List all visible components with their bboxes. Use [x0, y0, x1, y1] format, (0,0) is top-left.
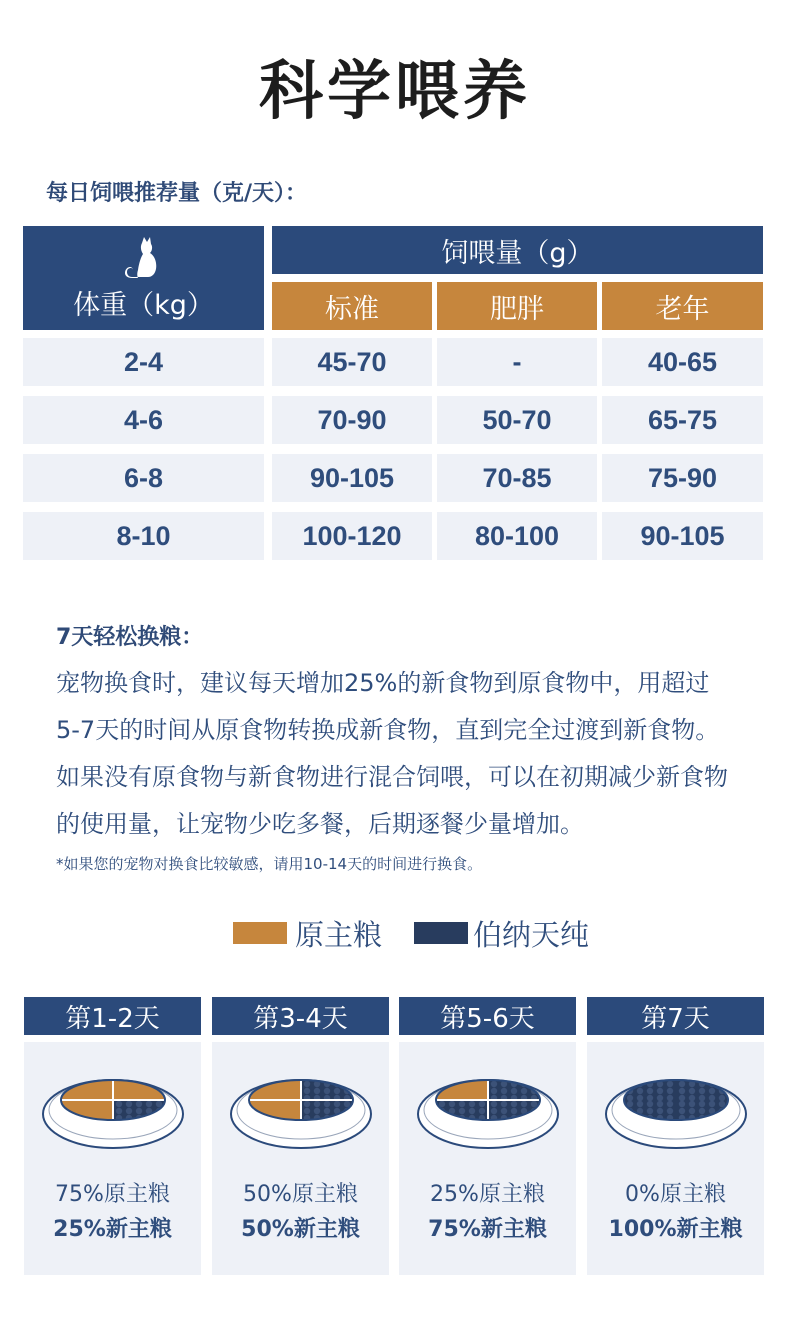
new-food-percent: 75%新主粮	[428, 1217, 547, 1242]
kibble-icon	[304, 1088, 310, 1094]
legend-swatch-original	[233, 922, 287, 944]
kibble-icon	[679, 1088, 685, 1094]
table-cell: 70-90	[272, 396, 432, 444]
kibble-icon	[709, 1088, 715, 1094]
transition-line: 的使用量，让宠物少吃多餐，后期逐餐少量增加。	[56, 810, 584, 838]
kibble-icon	[146, 1101, 152, 1107]
kibble-icon	[689, 1101, 695, 1107]
weight-header-label: 体重（kg）	[73, 289, 214, 321]
kibble-icon	[637, 1088, 643, 1094]
kibble-icon	[511, 1088, 517, 1094]
kibble-icon	[647, 1108, 653, 1114]
transition-paragraph	[56, 660, 756, 848]
kibble-icon	[459, 1101, 465, 1107]
kibble-icon	[126, 1108, 132, 1114]
legend-label-new: 伯纳天纯	[473, 918, 590, 952]
kibble-icon	[689, 1095, 695, 1101]
col-header-senior: 老年	[602, 282, 763, 330]
cat-icon	[124, 235, 164, 279]
kibble-icon	[449, 1101, 455, 1107]
table-cell: 65-75	[602, 396, 763, 444]
col-header-standard: 标准	[272, 282, 432, 330]
kibble-icon	[304, 1108, 310, 1114]
old-food-percent: 50%原主粮	[243, 1182, 358, 1207]
page-title: 科学喂养	[259, 55, 531, 129]
kibble-icon	[334, 1101, 340, 1107]
kibble-icon	[344, 1081, 350, 1087]
kibble-icon	[334, 1088, 340, 1094]
table-cell-weight: 2-4	[23, 338, 264, 386]
old-food-percent: 0%原主粮	[625, 1182, 726, 1207]
kibble-icon	[719, 1081, 725, 1087]
kibble-icon	[709, 1101, 715, 1107]
day-header: 第7天	[587, 997, 764, 1035]
kibble-icon	[116, 1101, 122, 1107]
kibble-icon	[699, 1101, 705, 1107]
kibble-icon	[501, 1108, 507, 1114]
day-header: 第3-4天	[212, 997, 389, 1035]
kibble-icon	[667, 1108, 673, 1114]
table-cell: -	[437, 338, 597, 386]
kibble-icon	[501, 1101, 507, 1107]
kibble-icon	[657, 1101, 663, 1107]
kibble-icon	[511, 1108, 517, 1114]
feeding-subtitle: 每日饲喂推荐量（克/天）：	[46, 181, 308, 206]
kibble-icon	[459, 1108, 465, 1114]
kibble-icon	[491, 1108, 497, 1114]
day-card	[212, 1042, 389, 1275]
day-header: 第5-6天	[399, 997, 576, 1035]
table-cell-weight: 4-6	[23, 396, 264, 444]
kibble-icon	[491, 1101, 497, 1107]
day-card	[399, 1042, 576, 1275]
table-cell: 90-105	[602, 512, 763, 560]
kibble-icon	[491, 1081, 497, 1087]
kibble-icon	[709, 1095, 715, 1101]
table-cell: 50-70	[437, 396, 597, 444]
kibble-icon	[719, 1095, 725, 1101]
kibble-icon	[679, 1081, 685, 1087]
new-food-percent: 50%新主粮	[241, 1217, 360, 1242]
kibble-icon	[667, 1088, 673, 1094]
table-cell: 70-85	[437, 454, 597, 502]
old-food-percent: 75%原主粮	[55, 1182, 170, 1207]
kibble-icon	[647, 1095, 653, 1101]
table-cell: 80-100	[437, 512, 597, 560]
transition-note: *如果您的宠物对换食比较敏感，请用10-14天的时间进行换食。	[56, 855, 483, 873]
kibble-icon	[479, 1101, 485, 1107]
kibble-icon	[521, 1101, 527, 1107]
transition-line: 宠物换食时，建议每天增加25%的新食物到原食物中，用超过	[56, 669, 710, 697]
kibble-icon	[679, 1108, 685, 1114]
kibble-icon	[314, 1108, 320, 1114]
legend-swatch-new	[414, 922, 468, 944]
kibble-icon	[136, 1101, 142, 1107]
transition-line: 5-7天的时间从原食物转换成新食物，直到完全过渡到新食物。	[56, 716, 720, 744]
table-cell: 75-90	[602, 454, 763, 502]
kibble-icon	[657, 1108, 663, 1114]
kibble-icon	[314, 1088, 320, 1094]
table-cell: 40-65	[602, 338, 763, 386]
day-header: 第1-2天	[24, 997, 201, 1035]
kibble-icon	[324, 1108, 330, 1114]
kibble-icon	[469, 1108, 475, 1114]
kibble-icon	[647, 1088, 653, 1094]
bowl-icon	[39, 1062, 187, 1152]
kibble-icon	[699, 1088, 705, 1094]
kibble-icon	[689, 1108, 695, 1114]
kibble-icon	[637, 1095, 643, 1101]
kibble-icon	[304, 1101, 310, 1107]
kibble-icon	[667, 1095, 673, 1101]
kibble-icon	[469, 1101, 475, 1107]
table-cell-weight: 8-10	[23, 512, 264, 560]
kibble-icon	[667, 1081, 673, 1087]
kibble-icon	[531, 1081, 537, 1087]
kibble-icon	[324, 1088, 330, 1094]
kibble-icon	[511, 1101, 517, 1107]
kibble-icon	[679, 1101, 685, 1107]
kibble-icon	[657, 1095, 663, 1101]
kibble-icon	[699, 1095, 705, 1101]
transition-title: 7天轻松换粮：	[56, 625, 204, 650]
day-card	[587, 1042, 764, 1275]
table-cell: 45-70	[272, 338, 432, 386]
kibble-icon	[491, 1088, 497, 1094]
kibble-icon	[314, 1101, 320, 1107]
kibble-icon	[304, 1081, 310, 1087]
kibble-icon	[647, 1101, 653, 1107]
kibble-icon	[501, 1088, 507, 1094]
col-header-obese: 肥胖	[437, 282, 597, 330]
kibble-icon	[657, 1088, 663, 1094]
kibble-icon	[627, 1095, 633, 1101]
day-card	[24, 1042, 201, 1275]
new-food-percent: 100%新主粮	[608, 1217, 743, 1242]
amount-column-header: 饲喂量（g）	[272, 226, 763, 274]
kibble-icon	[324, 1101, 330, 1107]
bowl-icon	[227, 1062, 375, 1152]
kibble-icon	[116, 1108, 122, 1114]
kibble-icon	[689, 1088, 695, 1094]
kibble-icon	[627, 1081, 633, 1087]
kibble-icon	[667, 1101, 673, 1107]
new-food-percent: 25%新主粮	[53, 1217, 172, 1242]
kibble-icon	[637, 1101, 643, 1107]
kibble-icon	[699, 1108, 705, 1114]
legend-label-original: 原主粮	[295, 918, 383, 952]
kibble-icon	[479, 1108, 485, 1114]
table-cell: 90-105	[272, 454, 432, 502]
kibble-icon	[679, 1095, 685, 1101]
old-food-percent: 25%原主粮	[430, 1182, 545, 1207]
kibble-icon	[126, 1101, 132, 1107]
weight-column-header	[23, 226, 264, 330]
bowl-icon	[414, 1062, 562, 1152]
table-cell-weight: 6-8	[23, 454, 264, 502]
kibble-icon	[521, 1088, 527, 1094]
transition-line: 如果没有原食物与新食物进行混合饲喂，可以在初期减少新食物	[56, 763, 728, 791]
kibble-icon	[136, 1108, 142, 1114]
table-cell: 100-120	[272, 512, 432, 560]
bowl-icon	[602, 1062, 750, 1152]
